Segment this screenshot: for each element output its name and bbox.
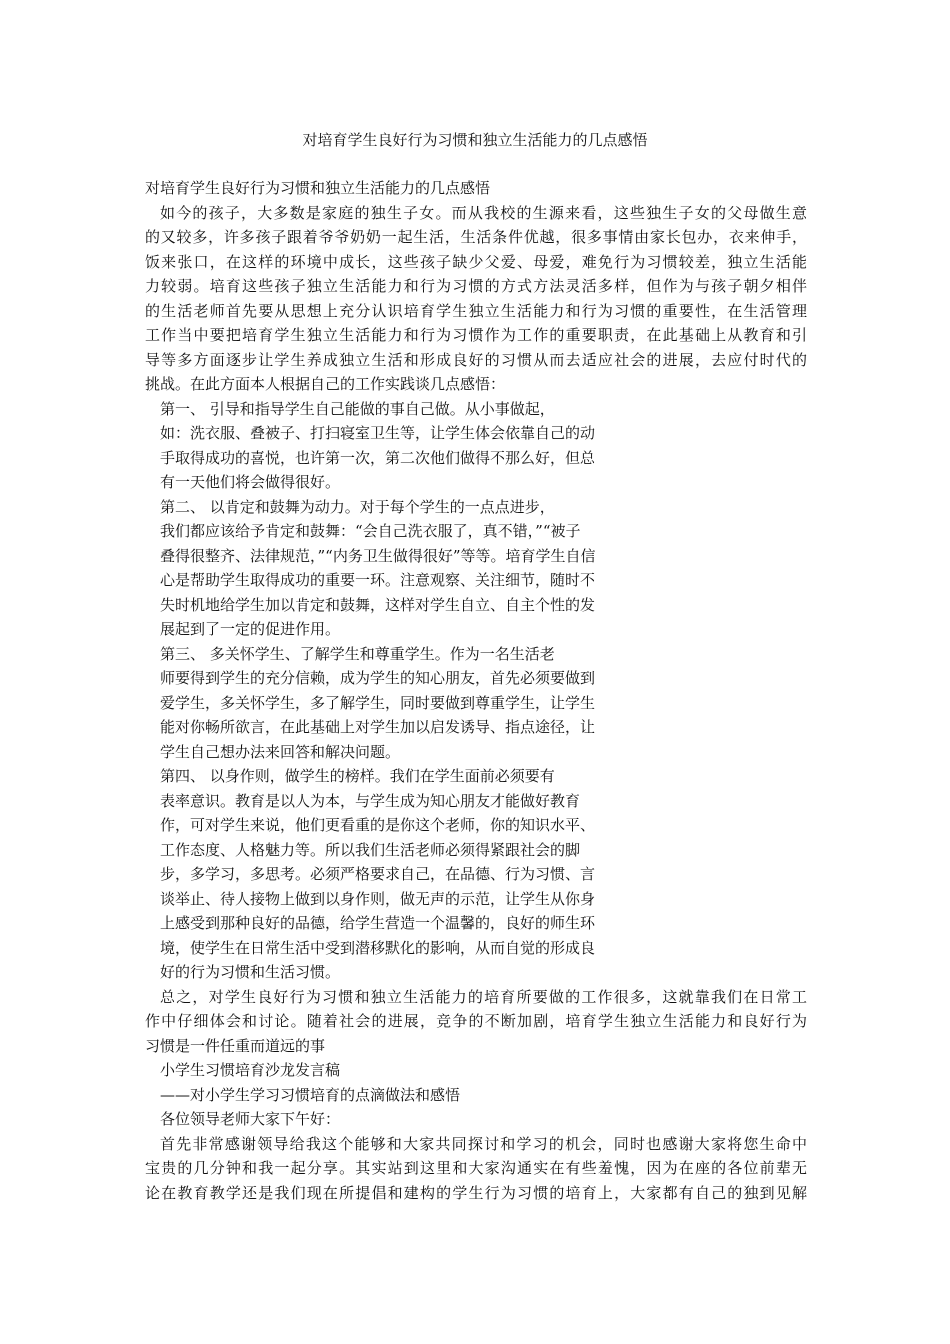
text-line: 论在教育教学还是我们现在所提倡和建构的学生行为习惯的培育上，大家都有自己的独到见解	[145, 1183, 807, 1202]
text-line: 宝贵的几分钟和我一起分享。其实站到这里和大家沟通实在有些羞愧，因为在座的各位前辈无	[145, 1159, 807, 1177]
text-line: 各位领导老师大家下午好：	[160, 1110, 341, 1128]
text-line: 第一、 引导和指导学生自己能做的事自己做。从小事做起，	[160, 399, 555, 418]
text-line: 的又较多，许多孩子跟着爷爷奶奶一起生活，生活条件优越，很多事情由家长包办，衣来伸手，	[145, 228, 807, 246]
text-line: 第四、 以身作则，做学生的榜样。我们在学生面前必须要有	[160, 767, 555, 785]
text-line: 如：洗衣服、叠被子、打扫寝室卫生等，让学生体会依靠自己的动	[160, 424, 596, 442]
text-line: 对培育学生良好行为习惯和独立生活能力的几点感悟	[145, 179, 491, 197]
text-line: 第三、 多关怀学生、了解学生和尊重学生。作为一名生活老	[160, 644, 555, 663]
text-line: 习惯是一件任重而道远的事	[145, 1036, 326, 1055]
text-line: 工作当中要把培育学生独立生活能力和行为习惯作为工作的重要职责，在此基础上从教育和引	[145, 326, 807, 344]
text-line: 好的行为习惯和生活习惯。	[160, 963, 341, 981]
text-line: 上感受到那种良好的品德，给学生营造一个温馨的，良好的师生环	[160, 914, 596, 932]
text-line: 师要得到学生的充分信赖，成为学生的知心朋友，首先必须要做到	[160, 669, 596, 687]
text-line: 爱学生，多关怀学生，多了解学生，同时要做到尊重学生，让学生	[160, 693, 596, 712]
text-line: 力较弱。培育这些孩子独立生活能力和行为习惯的方式方法灵活多样，但作为与孩子朝夕相伴	[145, 277, 807, 295]
text-line: 境，使学生在日常生活中受到潜移默化的影响，从而自觉的形成良	[160, 938, 596, 957]
text-line: 小学生习惯培育沙龙发言稿	[160, 1061, 341, 1079]
text-line: 的生活老师首先要从思想上充分认识培育学生独立生活能力和行为习惯的重要性，在生活管理	[145, 301, 807, 320]
text-line: 首先非常感谢领导给我这个能够和大家共同探讨和学习的机会，同时也感谢大家将您生命中	[160, 1134, 807, 1153]
text-line: 第二、 以肯定和鼓舞为动力。对于每个学生的一点点进步，	[160, 497, 555, 516]
text-line: 如今的孩子，大多数是家庭的独生子女。而从我校的生源来看，这些独生子女的父母做生意	[160, 203, 807, 222]
text-line: 饭来张口，在这样的环境中成长，这些孩子缺少父爱、母爱，难免行为习惯较差，独立生活能	[145, 252, 807, 271]
page-title: 对培育学生良好行为习惯和独立生活能力的几点感悟	[302, 131, 648, 149]
text-line: 展起到了一定的促进作用。	[160, 620, 341, 638]
text-line: 挑战。在此方面本人根据自己的工作实践谈几点感悟：	[145, 375, 506, 393]
text-line: 总之，对学生良好行为习惯和独立生活能力的培育所要做的工作很多，这就靠我们在日常工	[160, 987, 807, 1006]
body-text	[145, 176, 807, 1205]
text-line: 作，可对学生来说，他们更看重的是你这个老师，你的知识水平、	[160, 816, 596, 834]
text-line: 作中仔细体会和讨论。随着社会的进展，竞争的不断加剧，培育学生独立生活能力和良好行为	[145, 1012, 807, 1030]
text-line: 失时机地给学生加以肯定和鼓舞，这样对学生自立、自主个性的发	[160, 595, 596, 614]
text-line: ——对小学生学习习惯培育的点滴做法和感悟	[160, 1085, 461, 1104]
text-line: 手取得成功的喜悦，也许第一次，第二次他们做得不那么好，但总	[160, 448, 596, 467]
text-line: 导等多方面逐步让学生养成独立生活和形成良好的习惯从而去适应社会的进展，去应付时代的	[145, 350, 807, 369]
text-line: 学生自己想办法来回答和解决问题。	[160, 742, 401, 761]
text-line: 有一天他们将会做得很好。	[160, 473, 341, 491]
text-line: 表率意识。教育是以人为本，与学生成为知心朋友才能做好教育	[160, 791, 581, 810]
text-line: 能对你畅所欲言，在此基础上对学生加以启发诱导、指点途径，让	[160, 718, 596, 736]
text-line: 步，多学习，多思考。必须严格要求自己，在品德、行为习惯、言	[160, 865, 596, 883]
text-line: 谈举止、待人接物上做到以身作则，做无声的示范，让学生从你身	[160, 889, 596, 908]
text-line: 心是帮助学生取得成功的重要一环。注意观察、关注细节，随时不	[160, 571, 596, 589]
text-line: 叠得很整齐、法律规范，”“内务卫生做得很好”等等。培育学生自信	[160, 546, 596, 565]
text-line: 我们都应该给予肯定和鼓舞：“会自己洗衣服了，真不错，”“被子	[160, 522, 581, 540]
text-line: 工作态度、人格魅力等。所以我们生活老师必须得紧跟社会的脚	[160, 840, 581, 859]
